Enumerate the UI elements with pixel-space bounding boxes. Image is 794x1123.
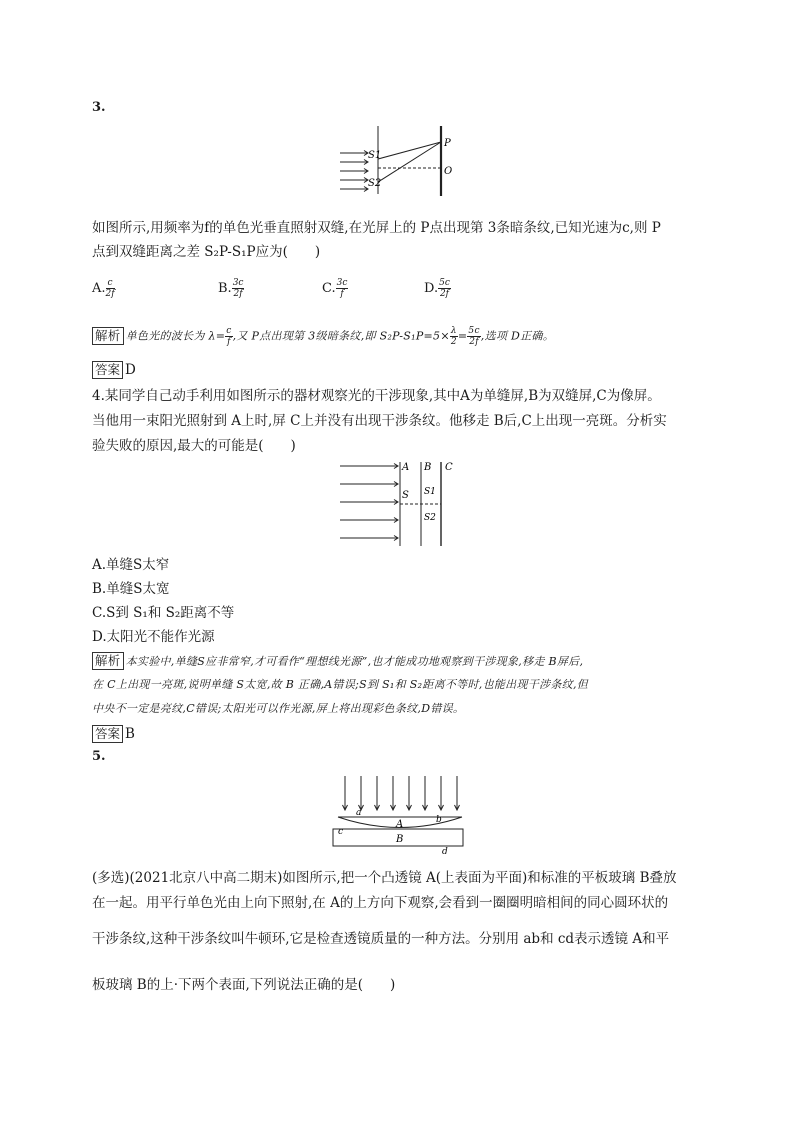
q3-option-d: D. $\frac{5c}{2f}$ <box>424 278 450 299</box>
q5-stem-line-3: 干涉条纹,这种干涉条纹叫牛顿环,它是检查透镜质量的一种方法。分别用 ab和 cd表示透镜 A和平 <box>92 931 670 947</box>
fig-label-p: P <box>444 138 451 149</box>
answer-tag: 答案 <box>92 361 123 379</box>
q5-stem-line-2: 在一起。用平行单色光由上向下照射,在 A的上方向下观察,会看到一圈圈明暗相间的同心圆环状的 <box>92 895 669 911</box>
fig-label-o: O <box>444 166 453 177</box>
fig-label-s2: S2 <box>368 178 382 189</box>
q4-stem-line-3: 验失败的原因,最大的可能是( ) <box>92 438 296 454</box>
q3-option-a: A. $\frac{c}{2f}$ <box>92 278 115 299</box>
question-3-number: 3. <box>92 100 106 115</box>
q5-stem-line-1: (多选)(2021北京八中高二期末)如图所示,把一个凸透镜 A(上表面为平面)和标准的平板玻璃 B叠放 <box>92 870 677 886</box>
fig-label-a: A <box>402 462 410 473</box>
answer-tag: 答案 <box>92 725 123 743</box>
fig-label-s1: S1 <box>424 487 436 497</box>
fig-label-c-surface: c <box>338 827 344 837</box>
q3-option-b: B. $\frac{3c}{2f}$ <box>218 278 244 299</box>
double-slit-figure <box>340 122 470 198</box>
question-5-number: 5. <box>92 749 106 764</box>
q4-stem-line-2: 当他用一束阳光照射到 A上时,屏 C上并没有出现干涉条纹。他移走 B后,C上出现一亮斑。分析实 <box>92 413 667 429</box>
fig-label-a-surface: a <box>356 808 362 818</box>
q4-answer: 答案 B <box>92 724 135 744</box>
fig-label-s1: S1 <box>368 150 382 161</box>
q4-option-d: D.太阳光不能作光源 <box>92 629 215 645</box>
q4-analysis-line-3: 中央不一定是亮纹,C错误;太阳光可以作光源,屏上将出现彩色条纹,D错误。 <box>92 702 465 715</box>
fig-label-b: B <box>424 462 432 473</box>
fig-label-s: S <box>402 490 409 501</box>
q3-answer: 答案 D <box>92 360 136 380</box>
q4-stem-line-1: 4.某同学自己动手利用如图所示的器材观察光的干涉现象,其中A为单缝屏,B为双缝屏,C为像屏。 <box>92 388 661 404</box>
fig-label-s2: S2 <box>424 513 436 523</box>
newton-rings-figure <box>330 770 470 854</box>
q3-stem-line-1: 如图所示,用频率为f的单色光垂直照射双缝,在光屏上的 P点出现第 3条暗条纹,已知光速为c,则 P <box>92 220 661 236</box>
q4-option-b: B.单缝S太宽 <box>92 581 170 597</box>
analysis-tag: 解析 <box>92 327 124 345</box>
q3-stem-line-2: 点到双缝距离之差 S₂P-S₁P应为( ) <box>92 244 321 260</box>
analysis-tag: 解析 <box>92 652 124 670</box>
q4-analysis-line-2: 在 C上出现一亮斑,说明单缝 S太宽,故 B 正确,A错误;S到 S₁和 S₂距离不等时,也能出现干涉条纹,但 <box>92 678 589 691</box>
q4-option-a: A.单缝S太窄 <box>92 557 170 573</box>
q5-stem-line-4: 板玻璃 B的上·下两个表面,下列说法正确的是( ) <box>92 977 396 993</box>
fig-label-plate-b: B <box>396 834 404 845</box>
fig-label-c: C <box>445 462 453 473</box>
q4-option-c: C.S到 S₁和 S₂距离不等 <box>92 605 235 621</box>
fig-label-b-surface: b <box>436 815 442 825</box>
q3-analysis: 解析 单色光的波长为 λ= $\frac{c}{f}$ ,又 P点出现第 3级暗条纹,即 S₂P-S₁P=5× $\frac{\lambda}{2}$ = $\frac{5c}{2f}$ ,选项 D正确。 <box>92 326 554 347</box>
q4-analysis-line-1: 解析 本实验中,单缝S应非常窄,才可看作“理想线光源”,也才能成功地观察到干涉现象,移走 B屏后, <box>92 652 583 671</box>
q3-option-c: C. $\frac{3c}{f}$ <box>322 278 348 299</box>
fig-label-d-surface: d <box>442 847 448 854</box>
fig-label-lens-a: A <box>396 819 404 830</box>
slit-experiment-figure <box>336 458 470 550</box>
